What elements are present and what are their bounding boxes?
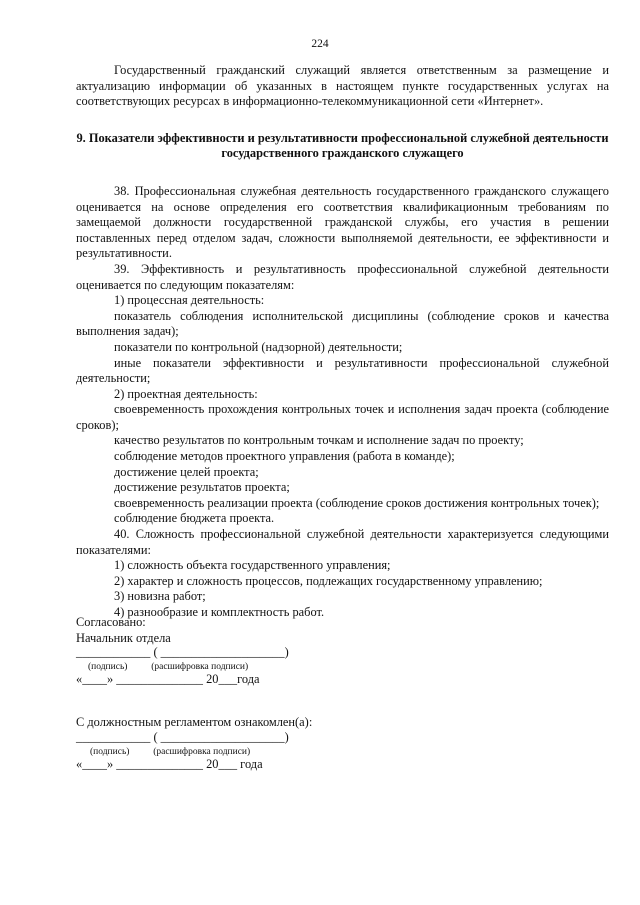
list-item: 4) разнообразие и комплектность работ. xyxy=(114,605,325,619)
document-body xyxy=(76,63,609,621)
approval-position: Начальник отдела xyxy=(76,631,171,645)
list-item: показатели по контрольной (надзорной) деятельности; xyxy=(114,339,403,354)
list-item: достижение результатов проекта; xyxy=(114,480,290,495)
list-item: 2) характер и сложность процессов, подлежащих государственному управлению; xyxy=(114,573,543,588)
list-item: своевременность прохождения контрольных точек и исполнения задач проекта (соблюдение сроков); xyxy=(76,402,609,432)
acknowledgement-date-line: «____» ______________ 20___ года xyxy=(76,757,263,771)
list-item: 3) новизна работ; xyxy=(114,589,206,604)
list-item: своевременность реализации проекта (соблюдение сроков достижения контрольных точек); xyxy=(114,495,600,510)
approval-date-line: «____» ______________ 20___года xyxy=(76,672,260,686)
list-item: 1) сложность объекта государственного управления; xyxy=(114,558,391,573)
list-item: качество результатов по контрольным точкам и исполнение задач по проекту; xyxy=(114,433,524,448)
list-item: соблюдение бюджета проекта. xyxy=(114,511,275,526)
acknowledgement-captions: (подпись) (расшифровка подписи) xyxy=(90,747,251,757)
intro-paragraph: Государственный гражданский служащий является ответственным за размещение и актуализацию информации об указанных в настоящем пункте государственных услугах на соответствующих ресурсах в информационно-телекоммуникационной сети «Интернет». xyxy=(76,63,609,109)
list-item: достижение целей проекта; xyxy=(114,464,259,479)
paragraph-40: 40. Сложность профессиональной служебной деятельности характеризуется следующими показателями: xyxy=(76,527,609,557)
acknowledgement-signature-line: ____________ ( ____________________) xyxy=(76,730,289,744)
list-item: показатель соблюдения исполнительской дисциплины (соблюдение сроков и качества выполнения задач); xyxy=(76,308,609,339)
page-number: 224 xyxy=(311,38,329,50)
approval-label: Согласовано: xyxy=(76,615,146,629)
acknowledgement-label: С должностным регламентом ознакомлен(а): xyxy=(76,715,313,729)
list-item: 1) процессная деятельность: xyxy=(114,293,265,308)
section-title: 9. Показатели эффективности и результативности профессиональной служебной деятельности государственного гражданского служащего xyxy=(76,130,609,161)
list-item: 2) проектная деятельность: xyxy=(114,386,258,401)
paragraph-38: 38. Профессиональная служебная деятельность государственного гражданского служащего оценивается на основе определения его соответствия квалификационным требованиям по замещаемой должности государственной гражданской службы, его участия в решении поставленных перед отделом задач, сложности выполняемой деятельности, ее эффективности и результативности. xyxy=(76,183,609,261)
list-item: иные показатели эффективности и результативности профессиональной служебной деятельности; xyxy=(76,355,609,386)
list-item: соблюдение методов проектного управления (работа в команде); xyxy=(114,449,455,464)
paragraph-39: 39. Эффективность и результативность профессиональной служебной деятельности оценивается по следующим показателям: xyxy=(76,261,609,292)
approval-signature-line: ____________ ( ____________________) xyxy=(76,645,289,659)
approval-captions: (подпись) (расшифровка подписи) xyxy=(88,662,249,672)
